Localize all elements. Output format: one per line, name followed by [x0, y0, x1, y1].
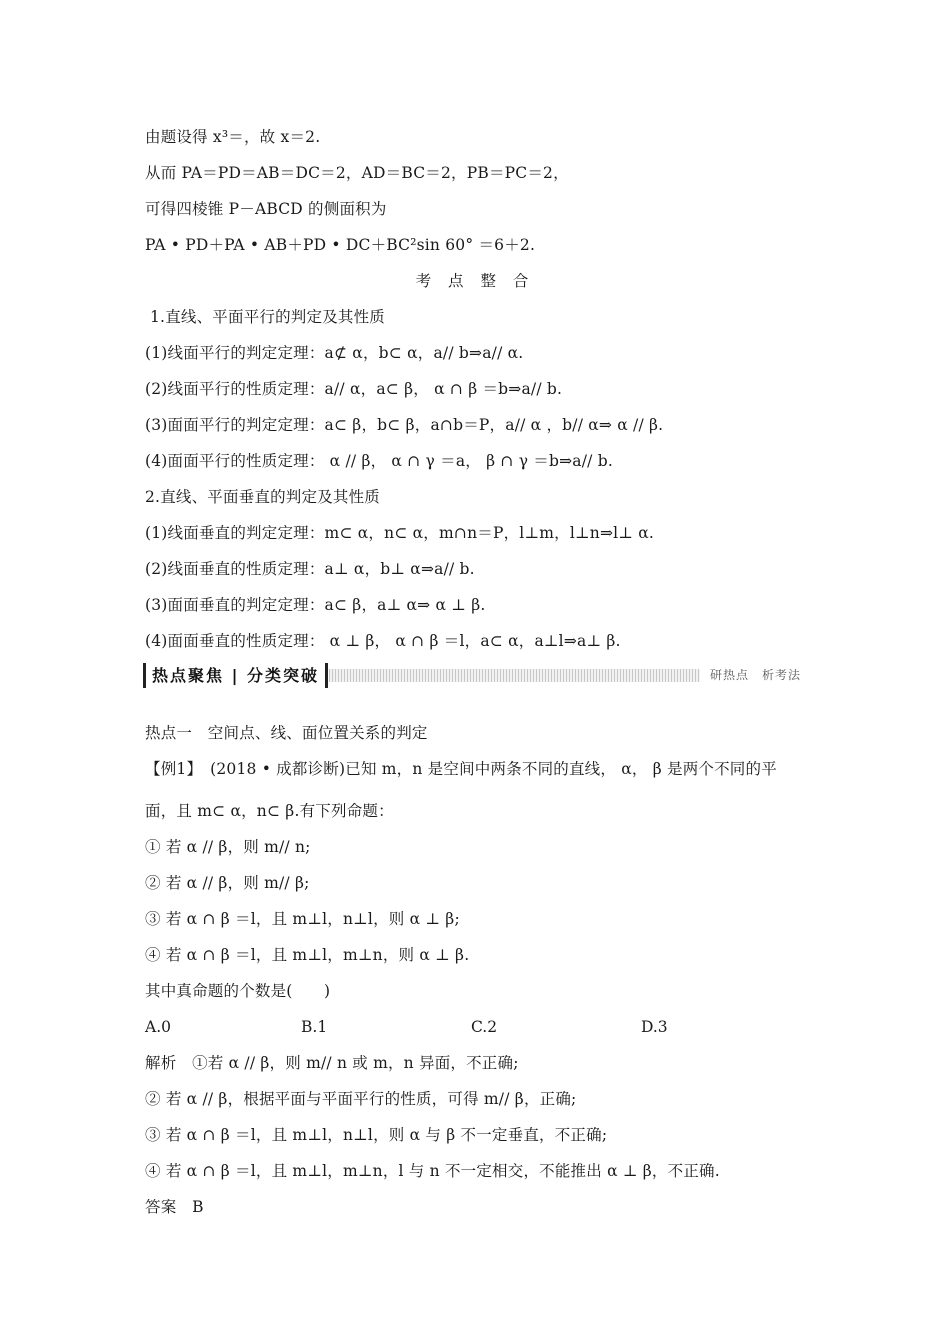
- text-line: 2.直线、平面垂直的判定及其性质: [145, 488, 380, 506]
- text-line: (4)面面平行的性质定理： α // β， α ∩ γ ＝a， β ∩ γ ＝b⇒a// b.: [145, 452, 613, 470]
- text-line: 热点一 空间点、线、面位置关系的判定: [145, 724, 428, 742]
- text-line: ③ 若 α ∩ β ＝l，且 m⊥l，n⊥l，则 α 与 β 不一定垂直，不正确;: [145, 1126, 608, 1144]
- option-a: A.0: [145, 1018, 171, 1036]
- text-line: PA • PD＋PA • AB＋PD • DC＋BC²sin 60° ＝6＋2.: [145, 236, 536, 254]
- text-line: ① 若 α // β，则 m// n;: [145, 838, 311, 856]
- text-line: 其中真命题的个数是( ): [145, 982, 331, 1000]
- text-line: 由题设得 x³＝，故 x＝2.: [145, 128, 321, 146]
- text-line: 1.直线、平面平行的判定及其性质: [150, 308, 385, 326]
- answer-line: 答案 B: [145, 1198, 204, 1216]
- text-line: ③ 若 α ∩ β ＝l，且 m⊥l，n⊥l，则 α ⊥ β;: [145, 910, 460, 928]
- option-d: D.3: [641, 1018, 668, 1036]
- section-heading: 考 点 整 合: [415, 272, 535, 290]
- text-line: (3)面面平行的判定定理：a⊂ β，b⊂ β，a∩b＝P，a// α ，b// α⇒ α // β.: [145, 416, 664, 434]
- text-line: ④ 若 α ∩ β ＝l，且 m⊥l，m⊥n，则 α ⊥ β.: [145, 946, 470, 964]
- text-line: (4)面面垂直的性质定理： α ⊥ β， α ∩ β ＝l，a⊂ α，a⊥l⇒a⊥ β.: [145, 632, 621, 650]
- option-c: C.2: [471, 1018, 498, 1036]
- banner-tag: 研热点 析考法: [700, 666, 811, 685]
- text-line: 【例1】 (2018 • 成都诊断)已知 m，n 是空间中两条不同的直线， α， β 是两个不同的平: [145, 760, 777, 778]
- text-line: ② 若 α // β，则 m// β;: [145, 874, 310, 892]
- text-line: 面，且 m⊂ α，n⊂ β.有下列命题：: [145, 802, 394, 820]
- text-line: ② 若 α // β，根据平面与平面平行的性质，可得 m// β，正确;: [145, 1090, 577, 1108]
- text-line: (2)线面平行的性质定理：a// α，a⊂ β， α ∩ β ＝b⇒a// b.: [145, 380, 563, 398]
- banner-title: 热点聚焦 | 分类突破: [143, 663, 328, 688]
- text-line: (2)线面垂直的性质定理：a⊥ α，b⊥ α⇒a// b.: [145, 560, 475, 578]
- text-line: 解析 ①若 α // β，则 m// n 或 m，n 异面，不正确;: [145, 1054, 519, 1072]
- text-line: 从而 PA＝PD＝AB＝DC＝2，AD＝BC＝2，PB＝PC＝2，: [145, 164, 569, 182]
- option-b: B.1: [301, 1018, 328, 1036]
- text-line: ④ 若 α ∩ β ＝l，且 m⊥l，m⊥n，l 与 n 不一定相交，不能推出 α ⊥ β，不正确.: [145, 1162, 720, 1180]
- section-banner: [143, 663, 811, 688]
- text-line: 可得四棱锥 P－ABCD 的侧面积为: [145, 200, 387, 218]
- text-line: (1)线面垂直的判定定理：m⊂ α，n⊂ α，m∩n＝P，l⊥m，l⊥n⇒l⊥ α.: [145, 524, 654, 542]
- text-line: (1)线面平行的判定定理：a⊄ α，b⊂ α，a// b⇒a// α.: [145, 344, 524, 362]
- text-line: (3)面面垂直的判定定理：a⊂ β，a⊥ α⇒ α ⊥ β.: [145, 596, 486, 614]
